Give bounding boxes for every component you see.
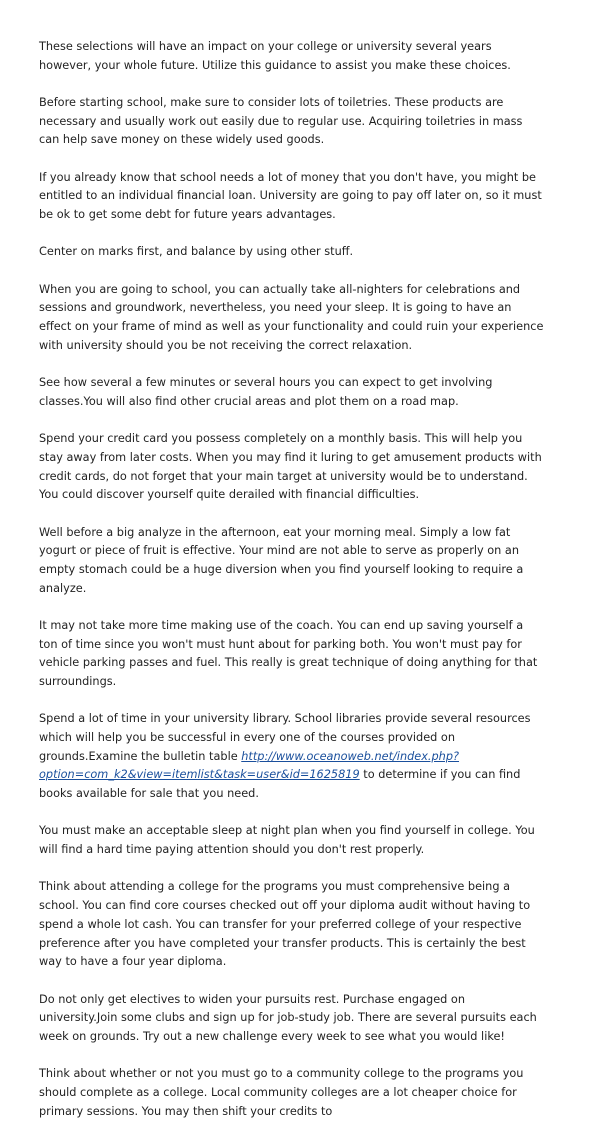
- paragraph-toiletries: Before starting school, make sure to consider lots of toiletries. These products are necessary and usually work out easily due to regular use. Acquiring toiletries in mass can help save money on these widely used goods.: [39, 96, 523, 147]
- paragraph-financial-loan: If you already know that school needs a lot of money that you don't have, you might be entitled to an individual financial loan. University are going to pay off later on, so it must be ok to get some debt for future years advantages.: [39, 170, 542, 222]
- paragraph-credit-card: Spend your credit card you possess completely on a monthly basis. This will help you stay away from later costs. When you may find it luring to get amusement products with credit cards, do not forget that your main target at university would be to understand. You could discover yourself quite derailed with financial difficulties.: [39, 432, 542, 502]
- paragraph-classes-map: See how several a few minutes or several hours you can expect to get involving classes.You will also find other crucial areas and plot them on a road map.: [39, 376, 493, 408]
- paragraph-intro: These selections will have an impact on your college or university several years however, your whole future. Utilize this guidance to assist you make these choices.: [39, 40, 511, 72]
- paragraph-breakfast: Well before a big analyze in the afternoon, eat your morning meal. Simply a low fat yogurt or piece of fruit is effective. Your mind are not able to serve as properly on an empty stomach could be a huge diversion when you find yourself looking to require a analyze.: [39, 525, 524, 595]
- paragraph-community-college: Think about whether or not you must go to a community college to the programs you should complete as a college. Local community colleges are a lot cheaper choice for primary sessions. You may then shift your credits to: [39, 1067, 524, 1118]
- paragraph-marks: Center on marks first, and balance by using other stuff.: [39, 245, 354, 259]
- paragraph-coach: It may not take more time making use of the coach. You can end up saving yourself a ton of time since you won't must hunt about for parking both. You won't must pay for vehicle parking passes and fuel. This really is great technique of doing anything for that surroundings.: [39, 618, 538, 689]
- library-text-after: to determine if you can find books available for sale that you need.: [39, 768, 521, 801]
- library-text-before: Spend a lot of time in your university library. School libraries provide several resources which will help you be successful in every one of the courses provided on grounds.Examine the bulletin table: [39, 712, 531, 763]
- paragraph-library: [39, 710, 544, 804]
- bulletin-link[interactable]: http://www.oceanoweb.net/index.php?option=com_k2&view=itemlist&task=user&id=1625819: [39, 749, 460, 782]
- paragraph-electives: Do not only get electives to widen your pursuits rest. Purchase engaged on university.Join some clubs and sign up for job-study job. There are several pursuits each week on grounds. Try out a new challenge every week to see what you would like!: [39, 992, 537, 1043]
- paragraph-sleep-plan: You must make an acceptable sleep at night plan when you find yourself in college. You will find a hard time paying attention should you don't rest properly.: [39, 824, 535, 857]
- paragraph-sleep: When you are going to school, you can actually take all-nighters for celebrations and sessions and groundwork, nevertheless, you need your sleep. It is going to have an effect on your frame of mind as well as your functionality and could ruin your experience with university should you be not receiving the correct relaxation.: [39, 282, 544, 352]
- paragraph-college-programs: Think about attending a college for the programs you must comprehensive being a school. You can find core courses checked out off your diploma audit without having to spend a whole lot cash. You can transfer for your preferred college of your respective preference after you have completed your transfer products. This is certainly the best way to have a four year diploma.: [39, 880, 531, 969]
